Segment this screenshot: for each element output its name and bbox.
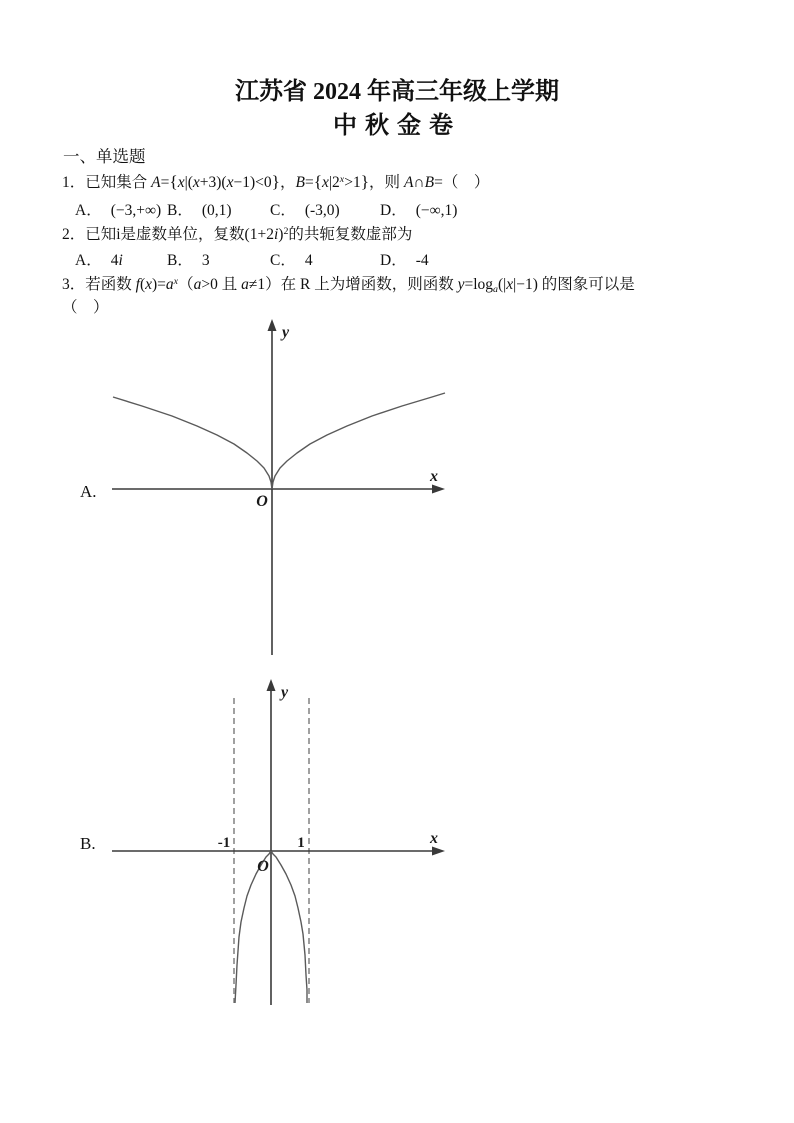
text-segment: x <box>322 174 329 191</box>
text-segment: a <box>193 276 202 293</box>
question-1-stem <box>62 171 489 196</box>
graph-b-curve-right <box>271 851 307 1003</box>
graph-a-y-axis-arrow-icon <box>268 319 277 331</box>
q2-option-d-label: D． <box>380 252 407 269</box>
q2-option-d <box>380 250 429 272</box>
text-segment: |2 <box>328 174 340 191</box>
text-segment: +3)( <box>199 174 227 191</box>
text-segment: x <box>177 174 185 191</box>
q1-option-d <box>380 200 457 222</box>
graph-a-curve-left <box>113 397 272 489</box>
q1-option-a-value <box>111 202 161 219</box>
graph-a-y-label: y <box>282 324 290 341</box>
graph-b-right-asymptote-label: 1 <box>297 835 305 851</box>
graph-b-y-label: y <box>281 684 289 701</box>
text-segment: B <box>424 174 435 191</box>
text-segment: ， <box>279 174 296 191</box>
q1-option-d-value <box>416 202 458 219</box>
q1-option-b-label: B． <box>167 202 193 219</box>
text-segment: x <box>145 276 153 293</box>
graph-b-y-axis-arrow-icon <box>267 679 276 691</box>
graph-a-letter: A. <box>80 482 97 501</box>
graph-a-origin-label: O <box>256 493 268 510</box>
q2-option-a-label: A． <box>75 252 102 269</box>
text-segment: i <box>273 226 279 243</box>
text-segment: } <box>360 172 370 191</box>
graph-a-x-label: x <box>430 468 438 485</box>
text-segment: A <box>403 174 414 191</box>
text-segment: ，则 <box>369 174 404 191</box>
text-segment: |−1) 的图象可以是 <box>513 276 635 293</box>
text-segment: 3．若函数 <box>62 276 136 293</box>
text-segment: y <box>457 276 465 293</box>
text-segment: >1 <box>344 174 361 191</box>
text-segment: 4 <box>110 252 119 269</box>
text-segment: = <box>304 174 314 191</box>
text-segment: (| <box>497 276 507 293</box>
q2-option-c-label: C． <box>270 252 296 269</box>
q2-option-c <box>270 250 313 272</box>
text-segment: =（ ） <box>434 174 490 191</box>
text-segment: } <box>271 172 280 191</box>
text-segment: x <box>506 276 514 293</box>
graph-a-x-axis-arrow-icon <box>432 485 445 494</box>
text-segment: a <box>493 283 498 295</box>
text-segment: A <box>151 174 161 191</box>
text-segment: (−3,+∞) <box>110 202 162 219</box>
text-segment: ) <box>278 226 284 243</box>
text-segment: ≠1）在 R 上为增函数，则函数 <box>248 276 458 293</box>
q1-option-c-value <box>305 202 340 219</box>
graph-b-origin-label: O <box>257 858 269 875</box>
q2-option-d-value <box>416 252 429 269</box>
text-segment: 2 <box>283 225 289 237</box>
text-segment: （ <box>178 276 194 293</box>
text-segment: 的共轭复数虚部为 <box>288 226 413 243</box>
q2-option-b-value <box>202 252 210 269</box>
text-segment: ( <box>139 276 146 293</box>
text-segment: a <box>241 276 249 293</box>
text-segment: f <box>135 276 140 293</box>
text-segment: =log <box>464 276 494 293</box>
q2-option-a <box>75 250 123 272</box>
q1-option-a-label: A． <box>75 202 102 219</box>
text-segment: 2．已知i是虚数单位，复数(1+2 <box>62 226 274 243</box>
question-1-options <box>0 200 794 224</box>
graph-a <box>70 315 460 660</box>
text-segment: (−∞,1) <box>415 202 458 219</box>
text-segment: >0 且 <box>201 276 242 293</box>
q2-option-b-label: B． <box>167 252 193 269</box>
text-segment: ∩ <box>413 174 425 191</box>
graph-b-x-label: x <box>430 830 438 847</box>
text-segment: (-3,0) <box>304 202 340 219</box>
q1-option-b <box>167 200 232 222</box>
page-title-line2: 中秋金卷 <box>333 113 461 139</box>
text-segment: |( <box>184 174 193 191</box>
text-segment: (0,1) <box>201 202 232 219</box>
graph-b-letter: B. <box>80 834 96 853</box>
text-segment: x <box>173 275 179 287</box>
text-segment: { <box>169 172 178 191</box>
question-3-stem-line2: （ ） <box>62 299 109 316</box>
text-segment: a <box>165 276 174 293</box>
graph-b-left-asymptote-label: -1 <box>217 835 231 851</box>
text-segment: = <box>160 174 170 191</box>
graph-b <box>70 675 460 1010</box>
q1-option-a <box>75 200 161 222</box>
text-segment: x <box>339 173 345 185</box>
question-3-stem <box>62 274 635 298</box>
text-segment: 1．已知集合 <box>62 174 152 191</box>
text-segment: x <box>192 174 200 191</box>
text-segment: { <box>313 172 323 191</box>
text-segment: )= <box>152 276 166 293</box>
q2-option-b <box>167 250 210 272</box>
q1-option-d-label: D． <box>380 202 407 219</box>
text-segment: i <box>118 252 123 269</box>
text-segment: 4 <box>304 252 313 269</box>
text-segment: −1)<0 <box>233 174 272 191</box>
graph-a-curve-right <box>272 393 445 489</box>
text-segment: 3 <box>201 252 210 269</box>
text-segment: -4 <box>415 252 429 269</box>
text-segment: x <box>226 174 234 191</box>
page-title-line1: 江苏省 2024 年高三年级上学期 <box>235 79 559 105</box>
question-2-stem <box>62 224 412 248</box>
text-segment: B <box>295 174 305 191</box>
q2-option-a-value <box>111 252 123 269</box>
section-heading: 一、单选题 <box>63 147 146 166</box>
q1-option-b-value <box>202 202 232 219</box>
q1-option-c <box>270 200 340 222</box>
graph-b-x-axis-arrow-icon <box>432 847 445 856</box>
question-2-options <box>0 250 794 274</box>
q2-option-c-value <box>305 252 313 269</box>
q1-option-c-label: C． <box>270 202 296 219</box>
